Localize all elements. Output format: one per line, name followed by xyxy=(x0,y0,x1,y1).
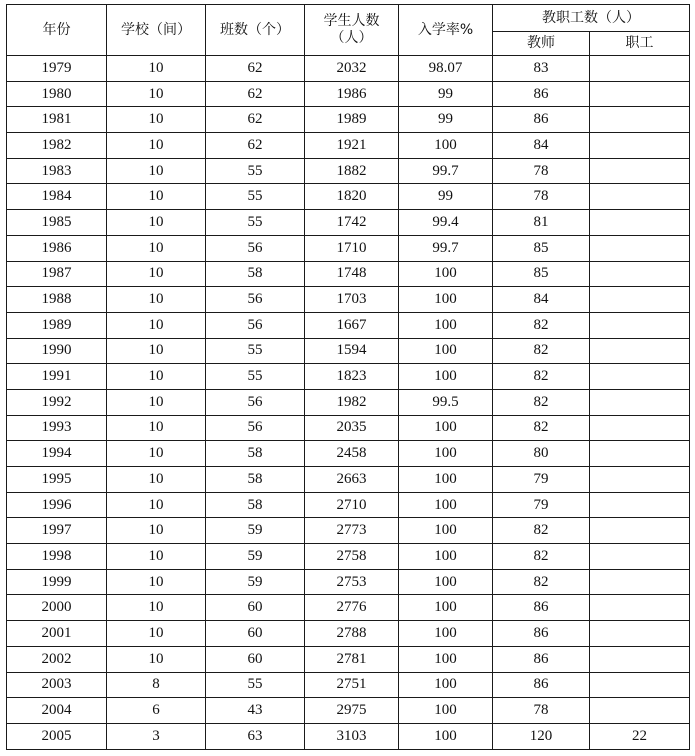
school-statistics-table xyxy=(6,4,690,750)
cell-schools: 10 xyxy=(107,544,206,570)
cell-students: 1982 xyxy=(305,389,399,415)
cell-year: 1987 xyxy=(7,261,107,287)
cell-enrollment-rate: 100 xyxy=(399,441,493,467)
cell-teachers: 82 xyxy=(493,312,590,338)
table-row xyxy=(7,646,690,672)
cell-teachers: 82 xyxy=(493,389,590,415)
cell-schools: 10 xyxy=(107,184,206,210)
cell-schools: 10 xyxy=(107,467,206,493)
cell-workers xyxy=(590,364,690,390)
cell-teachers: 82 xyxy=(493,415,590,441)
cell-teachers: 79 xyxy=(493,467,590,493)
cell-teachers: 86 xyxy=(493,672,590,698)
header-students-line1: 学生人数 xyxy=(323,13,380,29)
cell-students: 2776 xyxy=(305,595,399,621)
cell-workers xyxy=(590,261,690,287)
cell-classes: 63 xyxy=(206,723,305,749)
cell-year: 2003 xyxy=(7,672,107,698)
cell-students: 2751 xyxy=(305,672,399,698)
cell-year: 1993 xyxy=(7,415,107,441)
cell-enrollment-rate: 100 xyxy=(399,595,493,621)
cell-teachers: 82 xyxy=(493,544,590,570)
table-header xyxy=(7,5,690,56)
cell-year: 1995 xyxy=(7,467,107,493)
cell-workers xyxy=(590,518,690,544)
cell-enrollment-rate: 100 xyxy=(399,698,493,724)
table-row xyxy=(7,158,690,184)
cell-students: 1667 xyxy=(305,312,399,338)
cell-enrollment-rate: 100 xyxy=(399,672,493,698)
cell-teachers: 85 xyxy=(493,261,590,287)
cell-enrollment-rate: 99 xyxy=(399,81,493,107)
cell-year: 2005 xyxy=(7,723,107,749)
table-row xyxy=(7,441,690,467)
cell-classes: 56 xyxy=(206,415,305,441)
cell-students: 2710 xyxy=(305,492,399,518)
cell-year: 1994 xyxy=(7,441,107,467)
cell-year: 1990 xyxy=(7,338,107,364)
cell-students: 1703 xyxy=(305,287,399,313)
cell-students: 1742 xyxy=(305,210,399,236)
cell-year: 1997 xyxy=(7,518,107,544)
cell-workers xyxy=(590,672,690,698)
cell-students: 1921 xyxy=(305,133,399,159)
header-staff-group: 教职工数（人） xyxy=(493,5,690,32)
cell-teachers: 84 xyxy=(493,133,590,159)
cell-schools: 10 xyxy=(107,492,206,518)
table-row xyxy=(7,261,690,287)
cell-students: 1882 xyxy=(305,158,399,184)
cell-workers xyxy=(590,389,690,415)
header-year: 年份 xyxy=(7,5,107,56)
cell-schools: 8 xyxy=(107,672,206,698)
cell-teachers: 120 xyxy=(493,723,590,749)
cell-enrollment-rate: 98.07 xyxy=(399,56,493,82)
cell-enrollment-rate: 100 xyxy=(399,544,493,570)
cell-schools: 10 xyxy=(107,595,206,621)
cell-workers xyxy=(590,235,690,261)
cell-teachers: 80 xyxy=(493,441,590,467)
cell-enrollment-rate: 100 xyxy=(399,569,493,595)
header-classes: 班数（个） xyxy=(206,5,305,56)
cell-students: 1710 xyxy=(305,235,399,261)
cell-workers xyxy=(590,210,690,236)
cell-year: 2002 xyxy=(7,646,107,672)
cell-year: 1989 xyxy=(7,312,107,338)
cell-teachers: 86 xyxy=(493,646,590,672)
cell-students: 2032 xyxy=(305,56,399,82)
cell-classes: 55 xyxy=(206,672,305,698)
cell-year: 1984 xyxy=(7,184,107,210)
cell-students: 1748 xyxy=(305,261,399,287)
cell-schools: 10 xyxy=(107,621,206,647)
cell-schools: 10 xyxy=(107,364,206,390)
cell-classes: 56 xyxy=(206,389,305,415)
cell-workers xyxy=(590,467,690,493)
cell-enrollment-rate: 99.4 xyxy=(399,210,493,236)
cell-classes: 56 xyxy=(206,235,305,261)
cell-students: 2035 xyxy=(305,415,399,441)
header-row-top xyxy=(7,5,690,32)
cell-schools: 10 xyxy=(107,569,206,595)
cell-year: 1981 xyxy=(7,107,107,133)
table-row xyxy=(7,287,690,313)
cell-teachers: 85 xyxy=(493,235,590,261)
cell-teachers: 81 xyxy=(493,210,590,236)
cell-schools: 10 xyxy=(107,81,206,107)
cell-teachers: 86 xyxy=(493,595,590,621)
cell-teachers: 86 xyxy=(493,107,590,133)
cell-enrollment-rate: 100 xyxy=(399,312,493,338)
cell-schools: 10 xyxy=(107,133,206,159)
cell-enrollment-rate: 100 xyxy=(399,133,493,159)
table-row xyxy=(7,698,690,724)
cell-schools: 10 xyxy=(107,158,206,184)
cell-year: 1996 xyxy=(7,492,107,518)
cell-classes: 62 xyxy=(206,133,305,159)
cell-workers xyxy=(590,595,690,621)
cell-workers xyxy=(590,107,690,133)
cell-students: 1986 xyxy=(305,81,399,107)
cell-classes: 43 xyxy=(206,698,305,724)
cell-year: 1986 xyxy=(7,235,107,261)
cell-workers xyxy=(590,646,690,672)
cell-classes: 56 xyxy=(206,287,305,313)
cell-students: 2975 xyxy=(305,698,399,724)
header-teachers: 教师 xyxy=(493,32,590,56)
cell-classes: 62 xyxy=(206,107,305,133)
cell-year: 1999 xyxy=(7,569,107,595)
table-row xyxy=(7,467,690,493)
cell-schools: 10 xyxy=(107,287,206,313)
table-row xyxy=(7,595,690,621)
header-enrollment-rate: 入学率% xyxy=(399,5,493,56)
cell-enrollment-rate: 100 xyxy=(399,492,493,518)
cell-schools: 6 xyxy=(107,698,206,724)
table-row xyxy=(7,364,690,390)
cell-teachers: 86 xyxy=(493,81,590,107)
table-row xyxy=(7,415,690,441)
cell-schools: 10 xyxy=(107,518,206,544)
header-students xyxy=(305,5,399,56)
cell-teachers: 78 xyxy=(493,184,590,210)
cell-year: 1982 xyxy=(7,133,107,159)
cell-workers xyxy=(590,81,690,107)
cell-workers xyxy=(590,415,690,441)
cell-enrollment-rate: 100 xyxy=(399,261,493,287)
cell-schools: 10 xyxy=(107,210,206,236)
cell-schools: 10 xyxy=(107,107,206,133)
cell-classes: 62 xyxy=(206,56,305,82)
cell-teachers: 84 xyxy=(493,287,590,313)
cell-workers xyxy=(590,569,690,595)
cell-year: 1991 xyxy=(7,364,107,390)
cell-teachers: 82 xyxy=(493,364,590,390)
table-row xyxy=(7,235,690,261)
cell-classes: 55 xyxy=(206,364,305,390)
table-body xyxy=(7,56,690,750)
table-row xyxy=(7,569,690,595)
cell-schools: 10 xyxy=(107,261,206,287)
cell-workers xyxy=(590,158,690,184)
cell-workers xyxy=(590,287,690,313)
table-row xyxy=(7,544,690,570)
cell-students: 1989 xyxy=(305,107,399,133)
cell-classes: 55 xyxy=(206,210,305,236)
cell-classes: 55 xyxy=(206,184,305,210)
cell-enrollment-rate: 100 xyxy=(399,518,493,544)
cell-classes: 55 xyxy=(206,158,305,184)
cell-students: 2758 xyxy=(305,544,399,570)
cell-workers: 22 xyxy=(590,723,690,749)
cell-teachers: 82 xyxy=(493,518,590,544)
table-row xyxy=(7,312,690,338)
cell-enrollment-rate: 100 xyxy=(399,364,493,390)
cell-teachers: 79 xyxy=(493,492,590,518)
table-row xyxy=(7,210,690,236)
cell-students: 2753 xyxy=(305,569,399,595)
cell-classes: 60 xyxy=(206,646,305,672)
cell-students: 1594 xyxy=(305,338,399,364)
cell-students: 2663 xyxy=(305,467,399,493)
cell-schools: 10 xyxy=(107,338,206,364)
table-row xyxy=(7,492,690,518)
cell-enrollment-rate: 100 xyxy=(399,287,493,313)
cell-students: 1820 xyxy=(305,184,399,210)
cell-classes: 58 xyxy=(206,261,305,287)
cell-enrollment-rate: 100 xyxy=(399,621,493,647)
cell-workers xyxy=(590,441,690,467)
cell-workers xyxy=(590,312,690,338)
cell-teachers: 83 xyxy=(493,56,590,82)
table-row xyxy=(7,518,690,544)
cell-teachers: 82 xyxy=(493,338,590,364)
cell-students: 2788 xyxy=(305,621,399,647)
cell-students: 2781 xyxy=(305,646,399,672)
cell-enrollment-rate: 100 xyxy=(399,723,493,749)
cell-year: 2000 xyxy=(7,595,107,621)
cell-enrollment-rate: 100 xyxy=(399,415,493,441)
table-row xyxy=(7,621,690,647)
cell-schools: 10 xyxy=(107,646,206,672)
cell-schools: 10 xyxy=(107,441,206,467)
cell-classes: 56 xyxy=(206,312,305,338)
cell-workers xyxy=(590,133,690,159)
cell-enrollment-rate: 100 xyxy=(399,338,493,364)
cell-workers xyxy=(590,544,690,570)
cell-schools: 10 xyxy=(107,415,206,441)
cell-schools: 10 xyxy=(107,312,206,338)
cell-workers xyxy=(590,492,690,518)
cell-enrollment-rate: 99.7 xyxy=(399,158,493,184)
cell-classes: 62 xyxy=(206,81,305,107)
cell-year: 2001 xyxy=(7,621,107,647)
cell-year: 1983 xyxy=(7,158,107,184)
cell-year: 2004 xyxy=(7,698,107,724)
cell-classes: 58 xyxy=(206,467,305,493)
table-row xyxy=(7,184,690,210)
cell-students: 2773 xyxy=(305,518,399,544)
table-row xyxy=(7,672,690,698)
cell-year: 1998 xyxy=(7,544,107,570)
cell-teachers: 86 xyxy=(493,621,590,647)
cell-year: 1979 xyxy=(7,56,107,82)
header-schools: 学校（间） xyxy=(107,5,206,56)
header-workers: 职工 xyxy=(590,32,690,56)
cell-year: 1992 xyxy=(7,389,107,415)
cell-workers xyxy=(590,698,690,724)
cell-schools: 10 xyxy=(107,235,206,261)
cell-enrollment-rate: 99.7 xyxy=(399,235,493,261)
cell-classes: 58 xyxy=(206,441,305,467)
cell-students: 3103 xyxy=(305,723,399,749)
cell-classes: 58 xyxy=(206,492,305,518)
cell-schools: 10 xyxy=(107,389,206,415)
cell-schools: 3 xyxy=(107,723,206,749)
header-students-line2: （人） xyxy=(330,30,373,46)
cell-enrollment-rate: 99 xyxy=(399,184,493,210)
cell-classes: 59 xyxy=(206,518,305,544)
cell-classes: 59 xyxy=(206,544,305,570)
cell-classes: 55 xyxy=(206,338,305,364)
table-row xyxy=(7,56,690,82)
cell-year: 1985 xyxy=(7,210,107,236)
cell-workers xyxy=(590,184,690,210)
cell-workers xyxy=(590,338,690,364)
cell-classes: 60 xyxy=(206,621,305,647)
cell-enrollment-rate: 100 xyxy=(399,467,493,493)
cell-classes: 59 xyxy=(206,569,305,595)
cell-workers xyxy=(590,56,690,82)
table-row xyxy=(7,389,690,415)
cell-students: 1823 xyxy=(305,364,399,390)
cell-enrollment-rate: 99 xyxy=(399,107,493,133)
table-row xyxy=(7,81,690,107)
table-row xyxy=(7,723,690,749)
cell-enrollment-rate: 99.5 xyxy=(399,389,493,415)
table-row xyxy=(7,338,690,364)
cell-workers xyxy=(590,621,690,647)
cell-teachers: 78 xyxy=(493,158,590,184)
cell-students: 2458 xyxy=(305,441,399,467)
cell-teachers: 78 xyxy=(493,698,590,724)
cell-teachers: 82 xyxy=(493,569,590,595)
cell-enrollment-rate: 100 xyxy=(399,646,493,672)
cell-schools: 10 xyxy=(107,56,206,82)
cell-year: 1988 xyxy=(7,287,107,313)
cell-classes: 60 xyxy=(206,595,305,621)
cell-year: 1980 xyxy=(7,81,107,107)
table-row xyxy=(7,107,690,133)
table-row xyxy=(7,133,690,159)
